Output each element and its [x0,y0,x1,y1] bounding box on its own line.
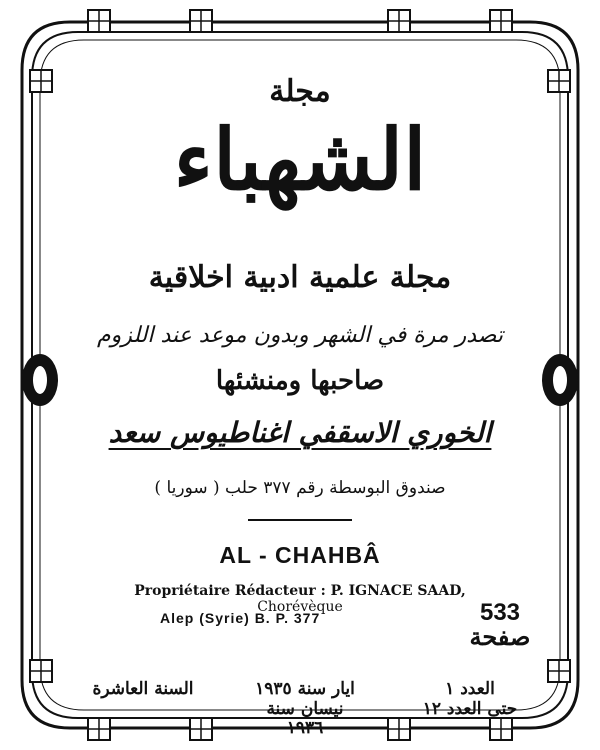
editor-name: P. IGNACE SAAD, [330,583,466,599]
editor-suffix: Chorévèque [257,599,343,615]
magazine-label: مجلة [269,74,331,109]
owner-caption: صاحبها ومنشئها [215,366,385,396]
editor-prefix: Propriétaire Rédacteur : [134,583,326,599]
page-count-number: 533 [479,599,521,626]
page-count [455,600,545,650]
issue-range [410,680,530,719]
page-count-label: صفحة [469,624,531,652]
issue-end: حتى العدد ١٢ [422,698,518,719]
owner-name [0,416,600,449]
po-box-arabic: صندوق البوسطة رقم ٣٧٧ حلب ( سوريا ) [154,478,446,498]
latin-address: Alep (Syrie) B. P. 377 [160,610,321,626]
owner-name-text: الخوري الاسقفي اغناطيوس سعد [108,416,492,449]
publication-frequency: تصدر مرة في الشهر وبدون موعد عند اللزوم [96,323,504,348]
masthead-subtitle: مجلة علمية ادبية اخلاقية [148,260,452,295]
date-end: نيسان سنة ١٩٣٦ [266,698,344,739]
latin-title: AL - CHAHBÂ [219,542,381,568]
masthead-title: الشهباء [173,110,427,209]
issue-start: العدد ١ [445,679,495,699]
publication-dates [250,680,360,739]
year-label: السنة العاشرة [92,679,194,699]
date-start: ايار سنة ١٩٣٥ [255,679,355,699]
